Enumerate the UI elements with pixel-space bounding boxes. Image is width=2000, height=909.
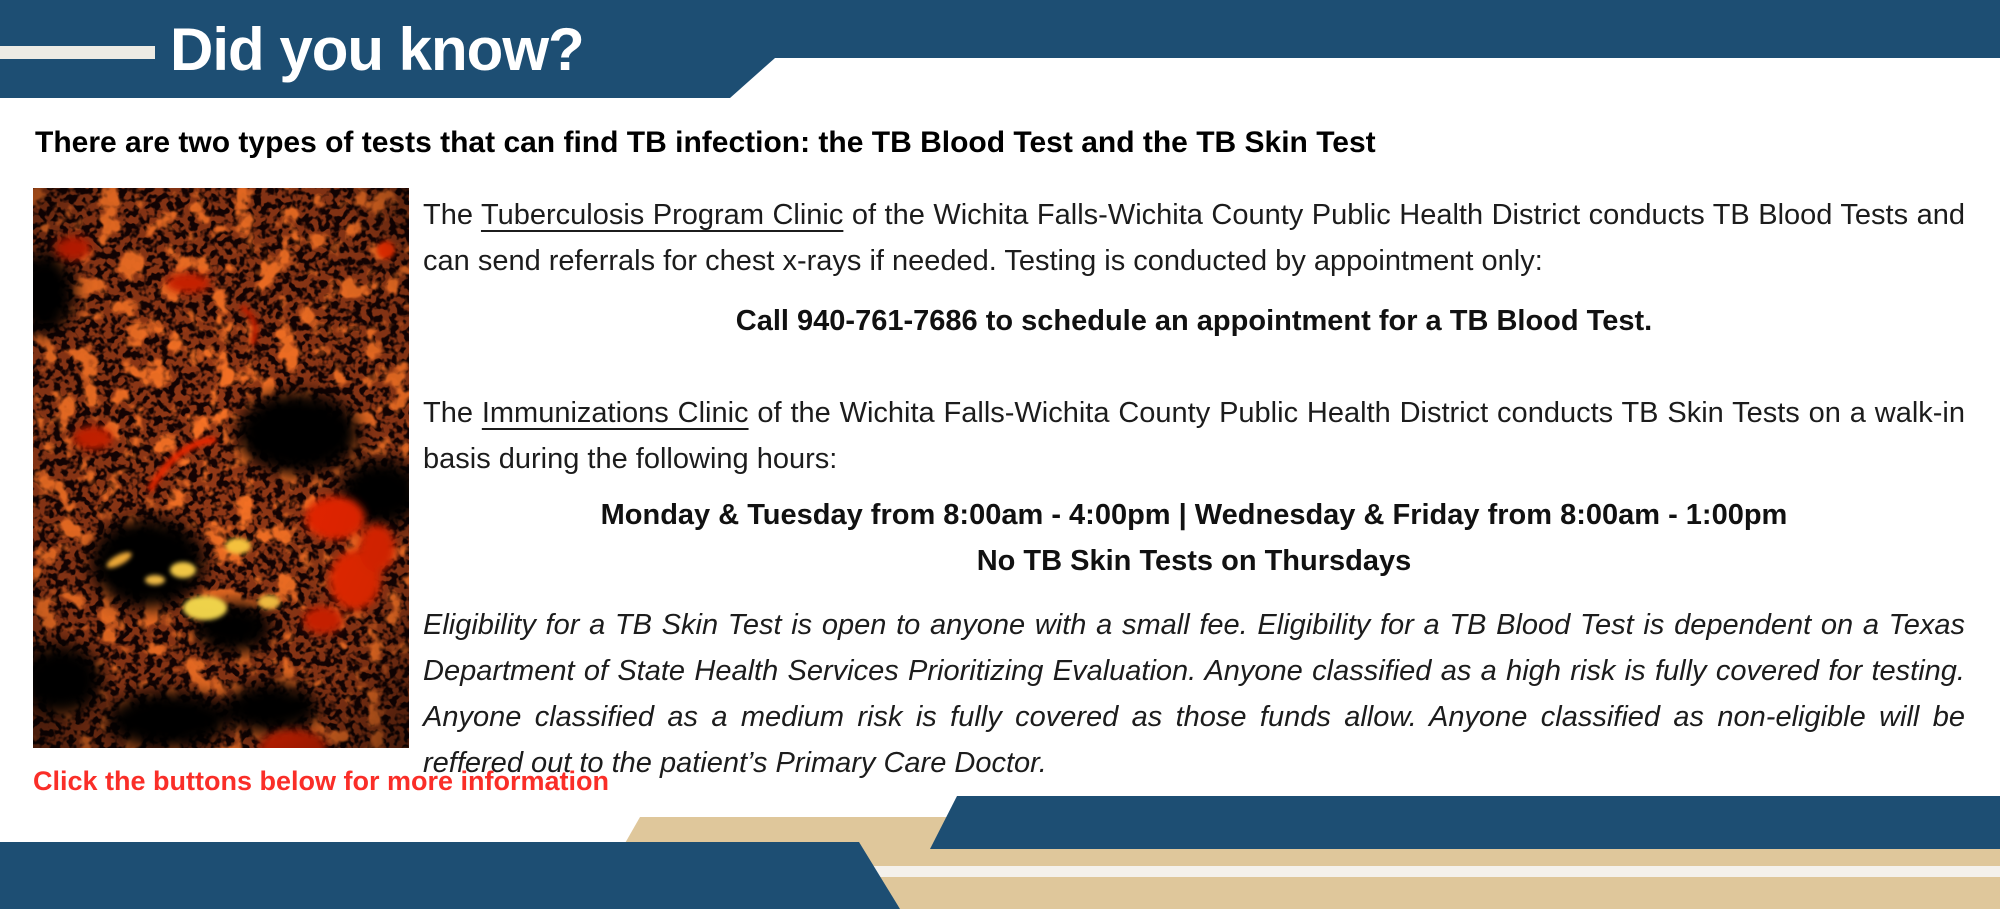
clinic-hours-line-2: No TB Skin Tests on Thursdays — [976, 545, 1412, 577]
decor-tan-stripe-bottom — [850, 877, 2000, 909]
blood-test-body: of the Wichita Falls-Wichita County Public Health District conducts TB Blood Tests and can send referrals for chest x-rays if needed. Testing is conducted by appointment only: — [423, 199, 1965, 277]
blood-test-paragraph — [423, 192, 1965, 284]
tb-micrograph-image — [33, 188, 409, 748]
banner-title: Did you know? — [170, 15, 584, 83]
intro-heading: There are two types of tests that can find TB infection: the TB Blood Test and the TB Skin Test — [35, 126, 1376, 159]
decor-navy-block-right — [930, 796, 2000, 849]
decor-white-stripe — [850, 866, 2000, 877]
clinic-hours-line-1: Monday & Tuesday from 8:00am - 4:00pm | Wednesday & Friday from 8:00am - 1:00pm — [600, 499, 1788, 531]
main-text-column — [423, 192, 1965, 786]
more-info-cta: Click the buttons below for more information — [33, 766, 610, 796]
immunizations-clinic-link[interactable]: Immunizations Clinic — [481, 397, 749, 429]
skin-test-paragraph — [423, 390, 1965, 482]
tuberculosis-program-clinic-link[interactable]: Tuberculosis Program Clinic — [480, 199, 844, 231]
skin-test-body: of the Wichita Falls-Wichita County Public Health District conducts TB Skin Tests on a walk-in basis during the following hours: — [423, 397, 1965, 475]
eligibility-note: Eligibility for a TB Skin Test is open to anyone with a small fee. Eligibility for a TB Blood Test is dependent on a Texas Department of State Health Services Prioritizing Evaluation. Anyone classified as a high risk is fully covered for testing. Anyone classified as a medium risk is fully covered as those funds allow. Anyone classified as non-eligible will be reffered out to the patient’s Primary Care Doctor. — [423, 609, 1965, 779]
blood-test-prefix: The — [423, 199, 481, 231]
banner-accent-line — [0, 46, 155, 59]
decor-navy-band-left — [0, 842, 900, 909]
skin-test-prefix: The — [423, 397, 482, 429]
call-appointment-line: Call 940-761-7686 to schedule an appointment for a TB Blood Test. — [735, 305, 1653, 337]
